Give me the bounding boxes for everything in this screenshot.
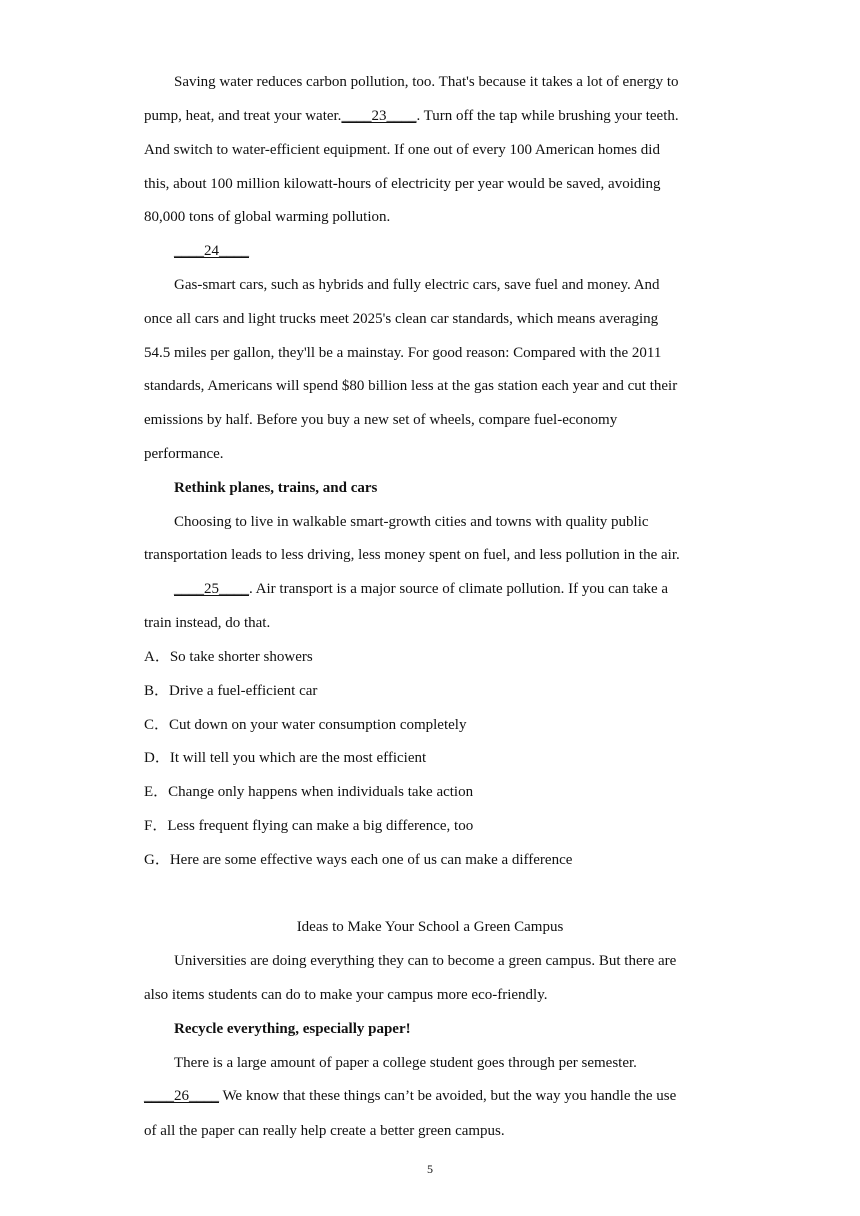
paragraph-line: Gas-smart cars, such as hybrids and fully electric cars, save fuel and money. And [174,277,660,293]
paragraph-line: once all cars and light trucks meet 2025's clean car standards, which means averaging [144,311,659,327]
paragraph-line: And switch to water-efficient equipment. If one out of every 100 American homes did [144,142,660,158]
paragraph-line: of all the paper can really help create a better green campus. [144,1123,505,1139]
blank-23: ____23____ [341,108,417,124]
option-b: B．Drive a fuel-efficient car [144,683,318,699]
paragraph-line: this, about 100 million kilowatt-hours of electricity per year would be saved, avoiding [144,176,661,192]
option-c: C．Cut down on your water consumption completely [144,717,467,733]
paragraph-line: Saving water reduces carbon pollution, too. That's because it takes a lot of energy to [174,74,679,90]
text-run: pump, heat, and treat your water. [144,108,342,124]
option-g: G．Here are some effective ways each one of us can make a difference [144,852,573,868]
option-e: E．Change only happens when individuals take action [144,784,474,800]
paragraph-line: standards, Americans will spend $80 billion less at the gas station each year and cut their [144,378,678,394]
paragraph-line: 80,000 tons of global warming pollution. [144,209,391,225]
option-f: F．Less frequent flying can make a big difference, too [144,818,474,834]
paragraph-line [144,1086,724,1106]
text-run: . Air transport is a major source of climate pollution. If you can take a [249,581,669,597]
blank-26: ____26____ [144,1088,219,1104]
paragraph-line: also items students can do to make your campus more eco-friendly. [144,987,548,1003]
paragraph-line [144,579,754,599]
paragraph-line: performance. [144,446,224,462]
page-number: 5 [427,1162,433,1176]
option-a: A．So take shorter showers [144,649,313,665]
text-run: We know that these things can’t be avoided, but the way you handle the use [219,1088,677,1104]
passage-title: Ideas to Make Your School a Green Campus [296,919,564,935]
option-d: D．It will tell you which are the most efficient [144,750,427,766]
paragraph-line: transportation leads to less driving, less money spent on fuel, and less pollution in the air. [144,547,680,563]
text-run: . Turn off the tap while brushing your teeth. [416,108,679,124]
section-heading: Rethink planes, trains, and cars [174,480,378,496]
blank-25: ____25____ [174,581,249,597]
paragraph-line: emissions by half. Before you buy a new set of wheels, compare fuel-economy [144,412,618,428]
paragraph-line: Universities are doing everything they can to become a green campus. But there are [174,953,677,969]
blank-24-line [144,241,754,261]
paragraph-line: There is a large amount of paper a college student goes through per semester. [174,1055,637,1071]
section-heading: Recycle everything, especially paper! [174,1021,411,1037]
paragraph-line [144,106,724,126]
blank-24: ____24____ [174,243,249,259]
paragraph-line: train instead, do that. [144,615,271,631]
paragraph-line: Choosing to live in walkable smart-growth cities and towns with quality public [174,514,649,530]
paragraph-line: 54.5 miles per gallon, they'll be a mainstay. For good reason: Compared with the 2011 [144,345,662,361]
